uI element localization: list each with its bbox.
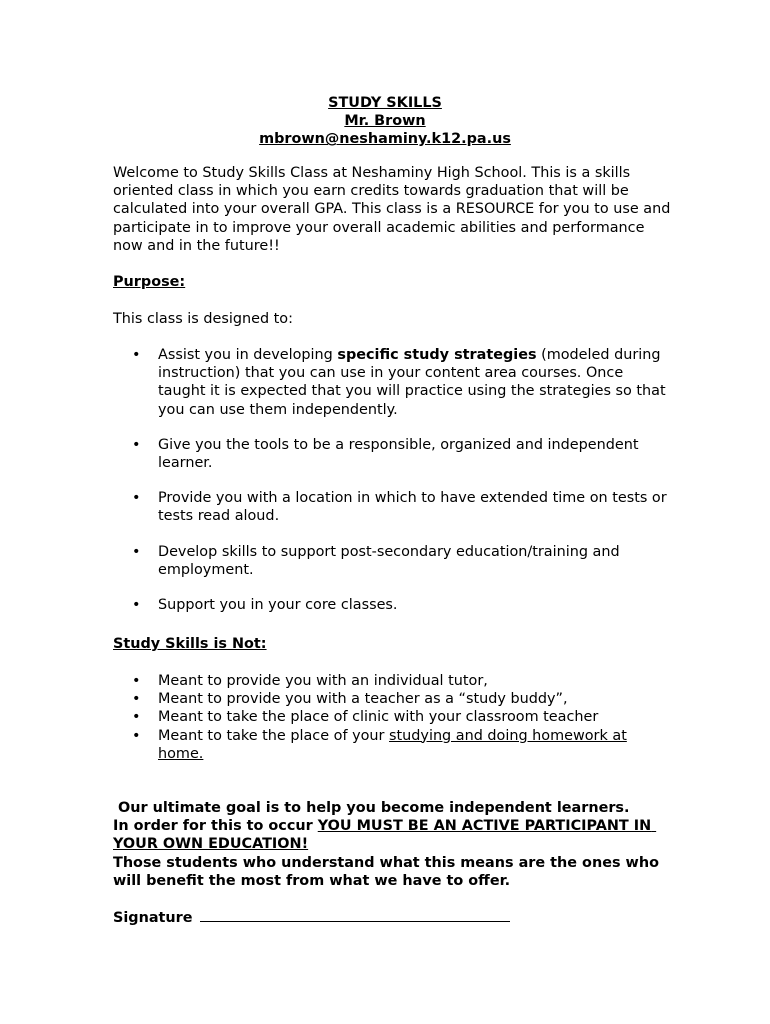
goal-paragraph — [113, 799, 673, 890]
teacher-email: mbrown@neshaminy.k12.pa.us — [259, 131, 511, 148]
not-item-4-before: Meant to take the place of your — [158, 727, 390, 744]
purpose-item-1-after: (modeled during instruction) that you can use in your content area courses. Once taught it is expected that you will practice using the strategies so that you can use them independently. — [158, 347, 666, 418]
document-title: STUDY SKILLS — [328, 95, 442, 111]
list-item: • Support you in your core classes. — [113, 596, 673, 614]
purpose-item-1-before: Assist you in developing — [158, 347, 338, 363]
teacher-name: Mr. Brown — [344, 113, 426, 130]
list-item: • Meant to provide you with a teacher as a “study buddy”, — [113, 690, 673, 708]
goal-line-2 — [113, 817, 673, 853]
intro-paragraph: Welcome to Study Skills Class at Neshaminy High School. This is a skills oriented class in which you earn credits towards graduation that will be calculated into your overall GPA. This class is a RESOURCE for you to use and participate in to improve your overall academic abilities and performance now and in the future!! — [113, 165, 671, 254]
list-item: • Meant to provide you with an individual tutor, — [113, 672, 673, 690]
purpose-item-1-bold: specific study strategies — [337, 347, 537, 363]
goal-line-2-underlined: YOU MUST BE AN ACTIVE PARTICIPANT IN YOUR OWN EDUCATION! — [113, 818, 657, 853]
list-item — [113, 727, 673, 763]
list-item: • Provide you with a location in which to have extended time on tests or tests read aloud. — [113, 489, 673, 525]
list-item — [113, 346, 673, 419]
not-list — [113, 672, 673, 763]
purpose-heading: Purpose: — [113, 274, 186, 290]
goal-line-2-before: In order for this to occur — [113, 818, 318, 835]
signature-line[interactable] — [200, 907, 510, 922]
list-item: • Meant to take the place of clinic with your classroom teacher — [113, 708, 673, 726]
not-heading: Study Skills is Not: — [113, 636, 267, 652]
not-item-4-underlined: studying and doing homework at home. — [158, 727, 627, 762]
signature-label: Signature — [113, 910, 193, 926]
list-item: • Give you the tools to be a responsible, organized and independent learner. — [113, 436, 673, 472]
signature-row — [113, 907, 673, 927]
purpose-list — [113, 346, 673, 631]
document-header — [0, 94, 770, 149]
list-item: • Develop skills to support post-secondary education/training and employment. — [113, 543, 673, 579]
purpose-lead: This class is designed to: — [113, 311, 293, 327]
goal-line-1: Our ultimate goal is to help you become independent learners. — [113, 800, 630, 816]
goal-line-3: Those students who understand what this means are the ones who will benefit the most from what we have to offer. — [113, 854, 664, 889]
